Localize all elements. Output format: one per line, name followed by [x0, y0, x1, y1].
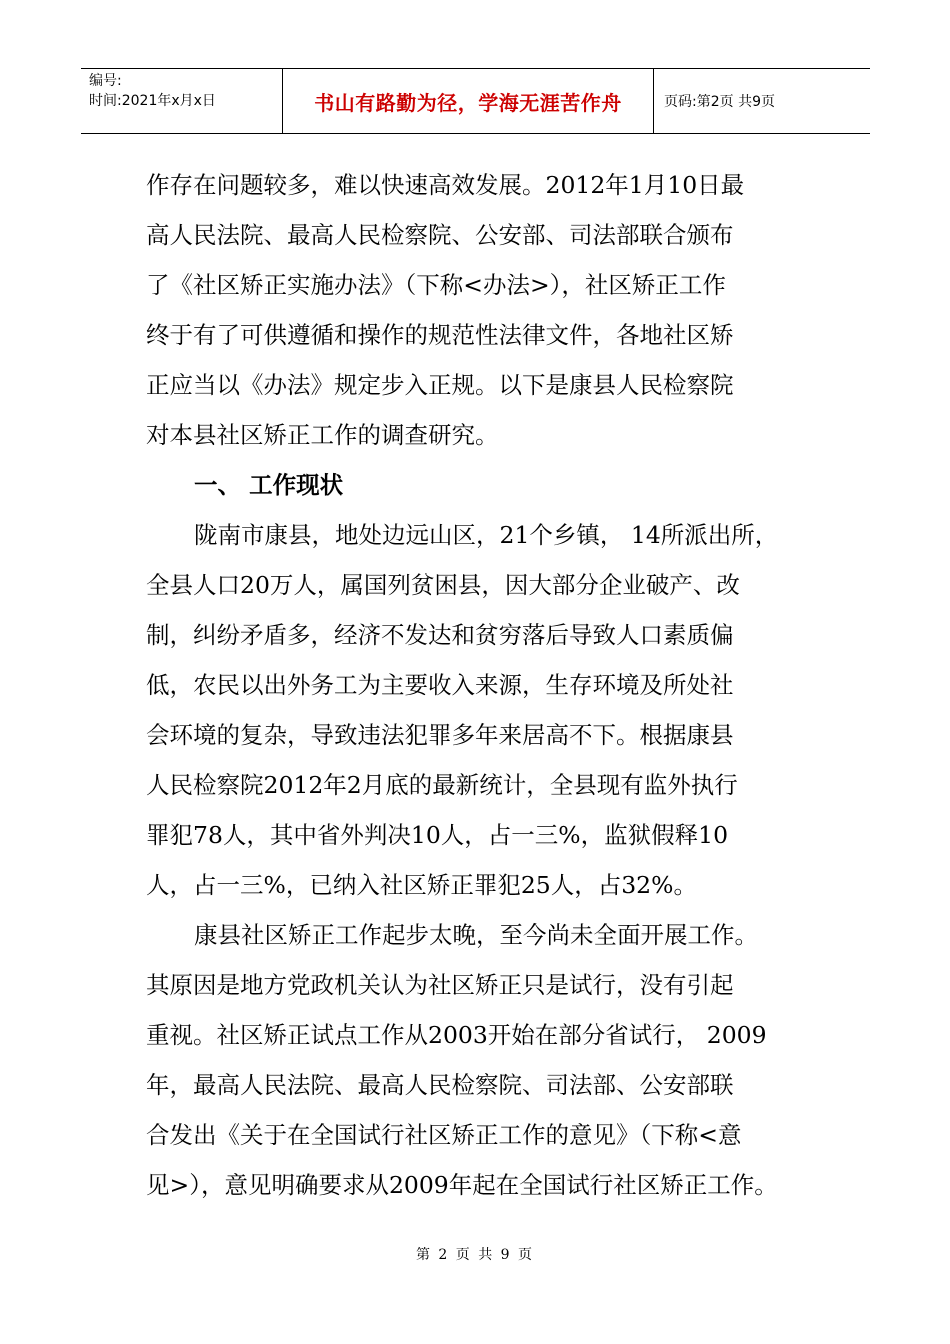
- body-line: 低，农民以出外务工为主要收入来源，生存环境及所处社: [146, 671, 734, 699]
- document-number-label: 编号:: [89, 73, 122, 89]
- body-line: 了《社区矫正实施办法》（下称<办法>），社区矫正工作: [146, 271, 726, 299]
- body-line: 康县社区矫正工作起步太晚，至今尚未全面开展工作。: [194, 921, 758, 949]
- body-line: 罪犯78人，其中省外判决10人，占一三%，监狱假释10: [146, 821, 729, 849]
- header-page-info: 页码:第2页 共9页: [664, 94, 775, 110]
- page-footer: 第 2 页 共 9 页: [415, 1247, 535, 1263]
- body-line: 作存在问题较多，难以快速高效发展。2012年1月10日最: [146, 171, 745, 199]
- header-motto: 书山有路勤为径，学海无涯苦作舟: [283, 69, 654, 133]
- body-line: 合发出《关于在全国试行社区矫正工作的意见》（下称<意: [146, 1121, 742, 1149]
- body-line: 终于有了可供遵循和操作的规范性法律文件，各地社区矫: [146, 321, 734, 349]
- body-line: 全县人口20万人，属国列贫困县，因大部分企业破产、改: [146, 571, 740, 599]
- section-heading: 一、 工作现状: [194, 471, 344, 499]
- body-line: 人民检察院2012年2月底的最新统计，全县现有监外执行: [146, 771, 738, 799]
- body-line: 其原因是地方党政机关认为社区矫正只是试行，没有引起: [146, 971, 734, 999]
- body-line: 会环境的复杂，导致违法犯罪多年来居高不下。根据康县: [146, 721, 734, 749]
- document-date-label: 时间:2021年x月x日: [89, 93, 216, 109]
- body-line: 制，纠纷矛盾多，经济不发达和贫穷落后导致人口素质偏: [146, 621, 734, 649]
- body-line: 陇南市康县，地处边远山区，21个乡镇， 14所派出所，: [194, 521, 779, 549]
- body-line: 人，占一三%，已纳入社区矫正罪犯25人，占32%。: [146, 871, 697, 899]
- body-line: 对本县社区矫正工作的调查研究。: [146, 421, 499, 449]
- body-line: 重视。社区矫正试点工作从2003开始在部分省试行， 2009: [146, 1021, 767, 1049]
- header-meta: [81, 69, 283, 133]
- document-body: [146, 160, 810, 1210]
- page-header: [81, 68, 870, 134]
- body-line: 高人民法院、最高人民检察院、公安部、司法部联合颁布: [146, 221, 734, 249]
- body-line: 年，最高人民法院、最高人民检察院、司法部、公安部联: [146, 1071, 734, 1099]
- body-line: 正应当以《办法》规定步入正规。以下是康县人民检察院: [146, 371, 734, 399]
- body-line: 见>），意见明确要求从2009年起在全国试行社区矫正工作。: [146, 1171, 778, 1199]
